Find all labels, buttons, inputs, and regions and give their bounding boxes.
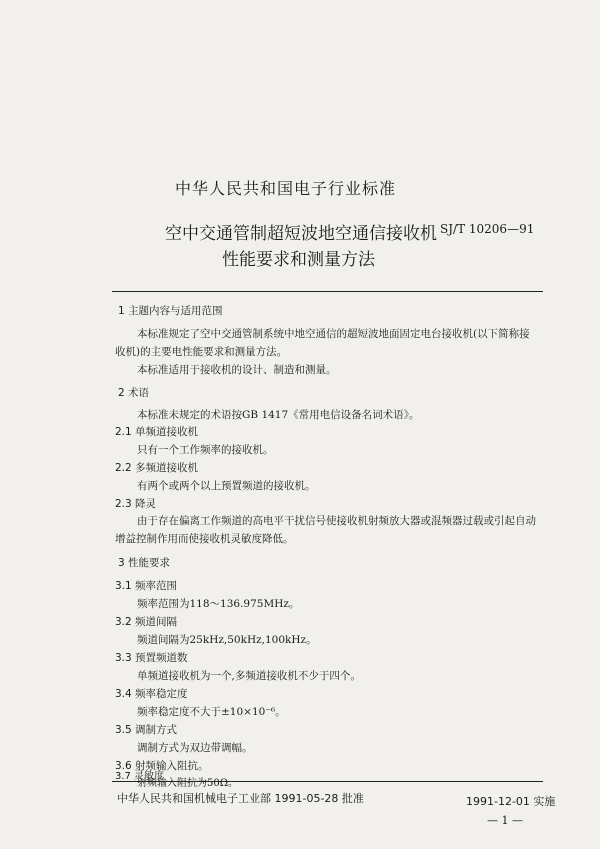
standard-code: SJ/T 10206—91 [440, 222, 535, 236]
issuing-org-header: 中华人民共和国电子行业标准 [175, 179, 397, 198]
item-3-4-text: 频率稳定度不大于±10×10⁻⁶。 [137, 706, 286, 718]
top-divider [112, 291, 543, 292]
item-3-2-text: 频道间隔为25kHz,50kHz,100kHz。 [137, 634, 317, 646]
page-number: — 1 — [487, 814, 523, 827]
item-3-1-title: 3.1 频率范围 [115, 580, 178, 592]
item-3-4-title: 3.4 频率稳定度 [115, 688, 188, 700]
document-title-line2: 性能要求和测量方法 [222, 250, 375, 270]
item-3-1-text: 频率范围为118～136.975MHz。 [137, 598, 300, 610]
item-2-1-title: 2.1 单频道接收机 [115, 426, 199, 438]
effective-date: 1991-12-01 实施 [466, 795, 556, 808]
item-2-2-title: 2.2 多频道接收机 [115, 462, 199, 474]
item-3-6-title: 3.6 射频输入阻抗。 [115, 760, 209, 772]
section-1-paragraph-1b: 收机)的主要电性能要求和测量方法。 [115, 346, 288, 358]
item-2-3-title: 2.3 降灵 [115, 498, 157, 510]
document-title-line1: 空中交通管制超短波地空通信接收机 [165, 224, 437, 244]
section-1-paragraph-2: 本标准适用于接收机的设计、制造和测量。 [137, 364, 337, 376]
item-2-3-text-b: 增益控制作用而使接收机灵敏度降低。 [115, 533, 294, 545]
item-3-3-title: 3.3 预置频道数 [115, 652, 188, 664]
item-2-2-text: 有两个或两个以上预置频道的接收机。 [137, 480, 316, 492]
section-2-heading: 2 术语 [118, 387, 150, 399]
item-3-2-title: 3.2 频道间隔 [115, 616, 178, 628]
section-3-heading: 3 性能要求 [118, 557, 171, 569]
approval-line: 中华人民共和国机械电子工业部 1991-05-28 批准 [117, 792, 364, 805]
section-1-heading: 1 主题内容与适用范围 [118, 305, 223, 317]
item-3-6-text: 射频输入阻抗为50Ω。 [137, 778, 239, 789]
item-3-5-title: 3.5 调制方式 [115, 724, 178, 736]
section-1-paragraph-1a: 本标准规定了空中交通管制系统中地空通信的超短波地面固定电台接收机(以下简称接 [137, 328, 530, 340]
item-3-5-text: 调制方式为双边带调幅。 [137, 742, 253, 754]
item-3-7-title: 3.7 灵敏度 [115, 771, 165, 782]
section-2-intro: 本标准未规定的术语按GB 1417《常用电信设备名词术语》。 [137, 409, 420, 421]
item-3-3-text: 单频道接收机为一个,多频道接收机不少于四个。 [137, 670, 361, 682]
item-2-3-text-a: 由于存在偏离工作频道的高电平干扰信号使接收机射频放大器或混频器过载或引起自动 [137, 515, 536, 527]
bottom-divider [112, 781, 543, 782]
item-2-1-text: 只有一个工作频率的接收机。 [137, 444, 274, 456]
